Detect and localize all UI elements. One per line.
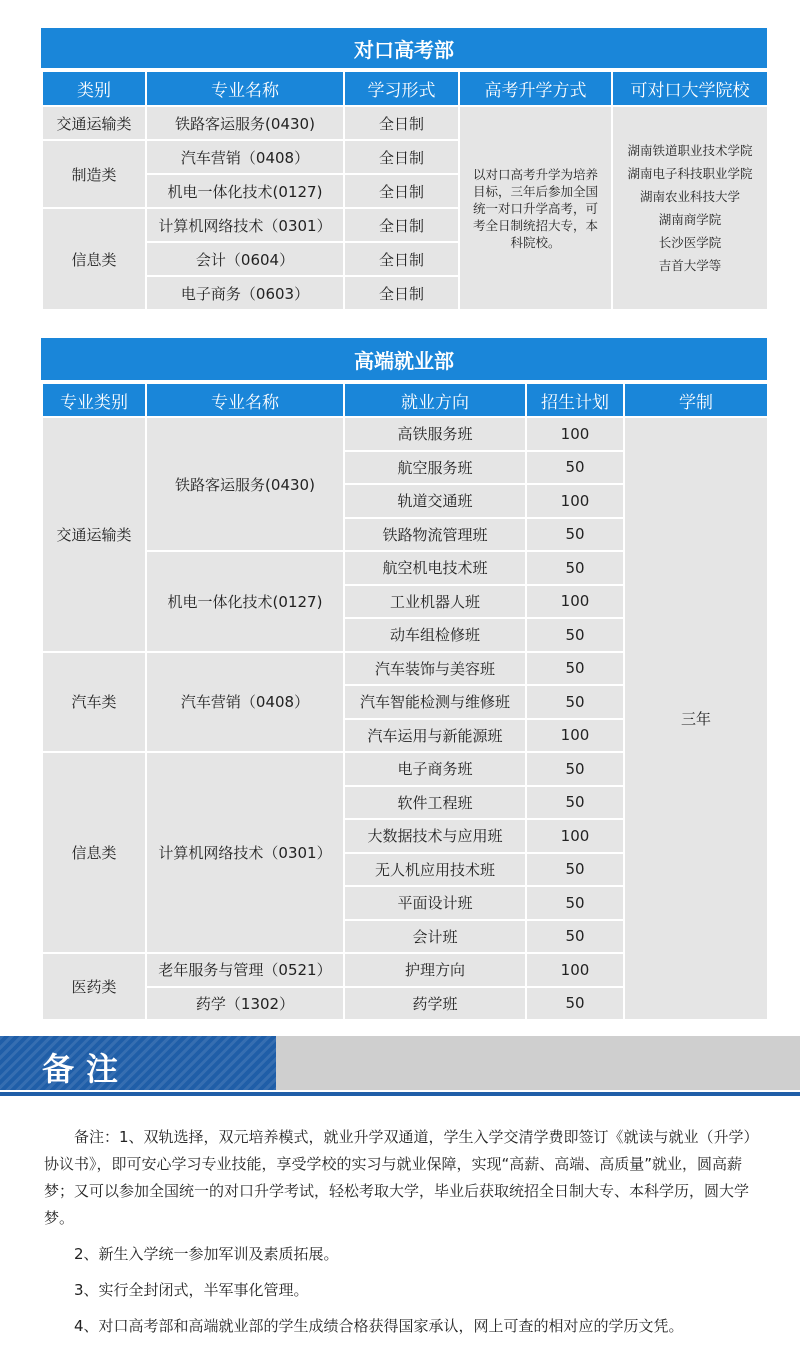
- major-cell: 机电一体化技术(0127): [146, 174, 344, 208]
- plan-cell: 50: [526, 518, 624, 552]
- universities-cell: [612, 106, 768, 310]
- direction-cell: 高铁服务班: [344, 417, 526, 451]
- direction-cell: 会计班: [344, 920, 526, 954]
- category-cell: 信息类: [42, 752, 146, 953]
- section1-header-row: [42, 71, 768, 106]
- banner-underline: [0, 1092, 800, 1096]
- form-cell: 全日制: [344, 276, 459, 310]
- major-cell: 计算机网络技术（0301）: [146, 752, 344, 953]
- direction-cell: 无人机应用技术班: [344, 853, 526, 887]
- category-cell: 医药类: [42, 953, 146, 1020]
- major-cell: 机电一体化技术(0127): [146, 551, 344, 652]
- remark-item: 备注：1、双轨选择，双元培养模式，就业升学双通道，学生入学交清学费即签订《就读与就业（升学）协议书》，即可安心学习专业技能，享受学校的实习与就业保障，实现“高薪、高端、高质量”就业，圆高薪梦；又可以参加全国统一的对口升学考试，轻松考取大学，毕业后获取统招全日制大专、本科学历，圆大学梦。: [44, 1128, 752, 1227]
- category-cell: 交通运输类: [42, 417, 146, 652]
- plan-cell: 50: [526, 685, 624, 719]
- exam-method-text: 以对口高考升学为培养目标，三年后参加全国统一对口升学高考，可考全日制统招大专，本科院校。: [472, 166, 598, 250]
- header-major: 专业名称: [146, 71, 344, 106]
- university-item: 湖南电子科技职业学院: [627, 166, 753, 181]
- university-item: 湖南农业科技大学: [639, 189, 740, 204]
- form-cell: 全日制: [344, 174, 459, 208]
- university-item: 湖南铁道职业技术学院: [627, 143, 753, 158]
- plan-cell: 100: [526, 417, 624, 451]
- university-item: 长沙医学院: [658, 235, 722, 250]
- direction-cell: 航空机电技术班: [344, 551, 526, 585]
- direction-cell: 大数据技术与应用班: [344, 819, 526, 853]
- plan-cell: 100: [526, 953, 624, 987]
- major-cell: 药学（1302）: [146, 987, 344, 1021]
- plan-cell: 100: [526, 585, 624, 619]
- direction-cell: 药学班: [344, 987, 526, 1021]
- section1-table: [41, 70, 769, 311]
- duration-cell: 三年: [624, 417, 768, 1020]
- direction-cell: 汽车智能检测与维修班: [344, 685, 526, 719]
- plan-cell: 50: [526, 551, 624, 585]
- major-cell: 电子商务（0603）: [146, 276, 344, 310]
- header-duration: 学制: [624, 383, 768, 417]
- section2-title: 高端就业部: [41, 338, 767, 381]
- direction-cell: 动车组检修班: [344, 618, 526, 652]
- major-cell: 计算机网络技术（0301）: [146, 208, 344, 242]
- plan-cell: 100: [526, 719, 624, 753]
- direction-cell: 软件工程班: [344, 786, 526, 820]
- category-cell: 交通运输类: [42, 106, 146, 140]
- remarks-banner: [0, 1036, 800, 1098]
- form-cell: 全日制: [344, 140, 459, 174]
- form-cell: 全日制: [344, 242, 459, 276]
- header-category: 专业类别: [42, 383, 146, 417]
- direction-cell: 电子商务班: [344, 752, 526, 786]
- direction-cell: 汽车装饰与美容班: [344, 652, 526, 686]
- plan-cell: 100: [526, 819, 624, 853]
- remark-item: 2、新生入学统一参加军训及素质拓展。: [74, 1245, 339, 1263]
- plan-cell: 50: [526, 987, 624, 1021]
- university-item: 湖南商学院: [658, 212, 722, 227]
- form-cell: 全日制: [344, 208, 459, 242]
- section2-table: [41, 382, 769, 1021]
- major-cell: 铁路客运服务(0430): [146, 417, 344, 551]
- header-category: 类别: [42, 71, 146, 106]
- header-plan: 招生计划: [526, 383, 624, 417]
- plan-cell: 50: [526, 886, 624, 920]
- category-cell: 信息类: [42, 208, 146, 310]
- table-row: [42, 417, 768, 451]
- plan-cell: 50: [526, 786, 624, 820]
- header-study-form: 学习形式: [344, 71, 459, 106]
- table-row: [42, 106, 768, 140]
- major-cell: 老年服务与管理（0521）: [146, 953, 344, 987]
- section2-header-row: [42, 383, 768, 417]
- plan-cell: 50: [526, 451, 624, 485]
- plan-cell: 50: [526, 920, 624, 954]
- plan-cell: 50: [526, 853, 624, 887]
- remark-item: 3、实行全封闭式，半军事化管理。: [74, 1281, 309, 1299]
- direction-cell: 汽车运用与新能源班: [344, 719, 526, 753]
- header-direction: 就业方向: [344, 383, 526, 417]
- direction-cell: 铁路物流管理班: [344, 518, 526, 552]
- major-cell: 铁路客运服务(0430): [146, 106, 344, 140]
- remark-item: 4、对口高考部和高端就业部的学生成绩合格获得国家承认，网上可查的相对应的学历文凭。: [74, 1317, 684, 1335]
- header-universities: 可对口大学院校: [612, 71, 768, 106]
- direction-cell: 工业机器人班: [344, 585, 526, 619]
- major-cell: 会计（0604）: [146, 242, 344, 276]
- major-cell: 汽车营销（0408）: [146, 140, 344, 174]
- direction-cell: 护理方向: [344, 953, 526, 987]
- remarks-title: 备注: [42, 1050, 131, 1088]
- plan-cell: 100: [526, 484, 624, 518]
- plan-cell: 50: [526, 618, 624, 652]
- direction-cell: 航空服务班: [344, 451, 526, 485]
- plan-cell: 50: [526, 652, 624, 686]
- banner-gray-block: [276, 1036, 800, 1090]
- university-item: 吉首大学等: [658, 258, 722, 273]
- plan-cell: 50: [526, 752, 624, 786]
- category-cell: 汽车类: [42, 652, 146, 753]
- form-cell: 全日制: [344, 106, 459, 140]
- exam-method-cell: [459, 106, 612, 310]
- remarks-list: [44, 1124, 756, 1349]
- header-exam-method: 高考升学方式: [459, 71, 612, 106]
- category-cell: 制造类: [42, 140, 146, 208]
- section1-title: 对口高考部: [41, 28, 767, 69]
- direction-cell: 平面设计班: [344, 886, 526, 920]
- major-cell: 汽车营销（0408）: [146, 652, 344, 753]
- direction-cell: 轨道交通班: [344, 484, 526, 518]
- header-major: 专业名称: [146, 383, 344, 417]
